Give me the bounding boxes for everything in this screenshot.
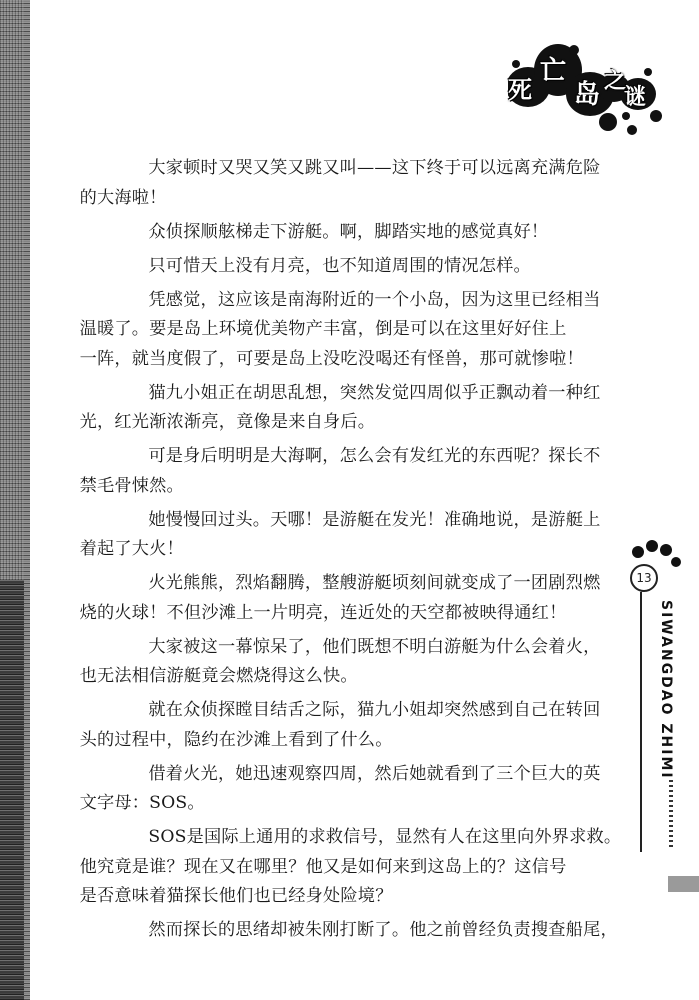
text-line: 是否意味着猫探长他们也已经身处险境？ [79, 886, 393, 906]
text-line: 光，红光渐浓渐亮，竟像是来自身后。 [79, 412, 376, 432]
paragraph [79, 569, 614, 628]
paragraph [79, 823, 622, 912]
paragraph [79, 286, 614, 375]
text-line: 禁毛骨悚然。 [79, 475, 184, 496]
paragraph [79, 760, 614, 819]
paragraph [79, 696, 614, 755]
text-line: 温暖了。要是岛上环境优美物产丰富，倒是可以在这里好好住上 [79, 319, 567, 339]
text-line: 火光熊熊，烈焰翻腾，整艘游艇顷刻间就变成了一团剧烈燃 [148, 573, 601, 593]
side-dotted-line [669, 780, 673, 850]
paragraph [79, 633, 614, 692]
side-book-title: SIWANGDAO ZHIMI [658, 600, 674, 780]
logo-char-1: 死 [508, 76, 532, 104]
left-page-edge-dark [0, 580, 24, 1000]
paragraph [79, 442, 614, 501]
logo-char-5: 谜 [624, 85, 647, 110]
paragraph [114, 916, 618, 946]
logo-char-2: 亡 [540, 56, 567, 86]
text-line: 猫九小姐正在胡思乱想，突然发觉四周似乎正飘动着一种红 [148, 382, 601, 403]
paragraph [79, 379, 614, 438]
text-line: 他究竟是谁？现在又在哪里？他又是如何来到这岛上的？这信号 [79, 856, 567, 877]
text-line: 大家顿时又哭又笑又跳又叫——这下终于可以远离充满危险 [148, 158, 601, 178]
text-line: SOS是国际上通用的求救信号，显然有人在这里向外界求救。 [148, 827, 622, 847]
text-line: 一阵，就当度假了，可要是岛上没吃没喝还有怪兽，那可就惨啦！ [79, 348, 584, 369]
body-text [79, 154, 622, 950]
text-line: 只可惜天上没有月亮，也不知道周围的情况怎样。 [148, 255, 531, 276]
text-line: 大家被这一幕惊呆了，他们既想不明白游艇为什么会着火， [148, 636, 601, 657]
chapter-tab [668, 876, 699, 892]
text-line: 可是身后明明是大海啊，怎么会有发红光的东西呢？探长不 [148, 446, 601, 466]
paragraph [79, 506, 614, 565]
text-line: 就在众侦探瞠目结舌之际，猫九小姐却突然感到自己在转回 [148, 700, 601, 720]
book-logo [508, 42, 673, 142]
text-line: 借着火光，她迅速观察四周，然后她就看到了三个巨大的英 [148, 763, 601, 784]
text-line: 然而探长的思绪却被朱刚打断了。他之前曾经负责搜查船尾， [148, 920, 618, 940]
text-line: 众侦探顺舷梯走下游艇。啊，脚踏实地的感觉真好！ [148, 221, 549, 242]
text-line: 的大海啦！ [79, 187, 167, 208]
paragraph [79, 154, 614, 213]
paragraph [114, 218, 614, 248]
logo-char-3: 岛 [574, 80, 601, 110]
text-line: 烧的火球！不但沙滩上一片明亮，连近处的天空都被映得通红！ [79, 602, 567, 623]
logo-char-4: 之 [604, 69, 627, 94]
text-line: 凭感觉，这应该是南海附近的一个小岛，因为这里已经相当 [148, 289, 601, 310]
text-line: 着起了大火！ [79, 539, 184, 559]
text-line: 也无法相信游艇竟会燃烧得这么快。 [79, 666, 358, 686]
text-line: 头的过程中，隐约在沙滩上看到了什么。 [79, 729, 393, 750]
text-line: 她慢慢回过头。天哪！是游艇在发光！准确地说，是游艇上 [148, 509, 601, 530]
paragraph [114, 252, 614, 282]
page-number: 13 [630, 564, 658, 592]
side-divider-line [640, 592, 642, 852]
text-line: 文字母：SOS。 [79, 793, 205, 813]
